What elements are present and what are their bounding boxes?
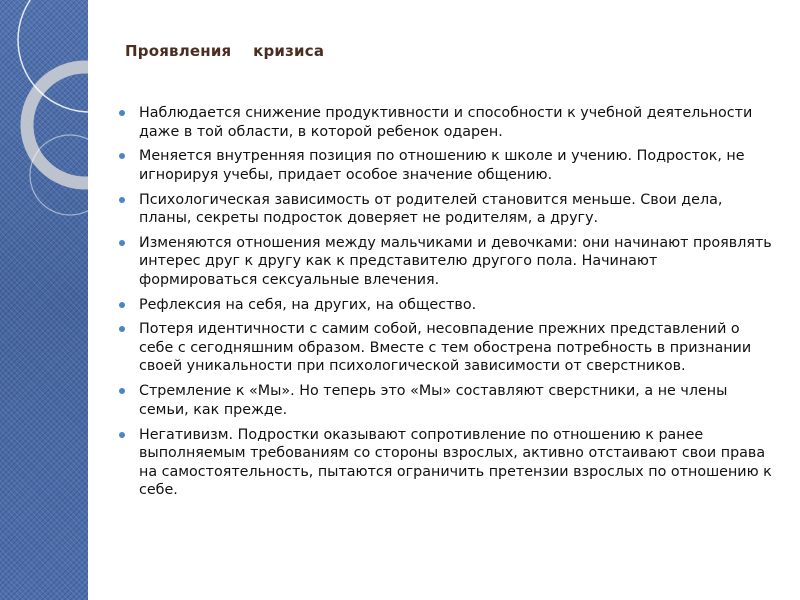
bullet-icon xyxy=(119,388,125,394)
slide-title: Проявления кризиса xyxy=(125,42,325,60)
bullet-icon xyxy=(119,110,125,116)
decorative-rings xyxy=(0,0,88,600)
bullet-icon xyxy=(119,240,125,246)
bullet-icon xyxy=(119,302,125,308)
bullet-text: Негативизм. Подростки оказывают сопротивление по отношению к ранее выполняемым требованиям со стороны взрослых, активно отстаивают свои права на самостоятельность, пытаются ограничить претензии взрослых по отношению к себе. xyxy=(139,426,772,499)
bullet-icon xyxy=(119,326,125,332)
list-item xyxy=(118,320,778,376)
list-item xyxy=(118,191,778,228)
bullet-list xyxy=(118,104,778,506)
bullet-text: Рефлексия на себя, на других, на общество. xyxy=(139,296,477,313)
list-item xyxy=(118,426,778,500)
bullet-text: Меняется внутренняя позиция по отношению к школе и учению. Подросток, не игнорируя учебы, придает особое значение общению. xyxy=(139,148,745,183)
list-item xyxy=(118,296,778,315)
list-item xyxy=(118,147,778,184)
bullet-text: Стремление к «Мы». Но теперь это «Мы» составляют сверстники, а не члены семьи, как прежде. xyxy=(139,383,728,418)
bullet-icon xyxy=(119,153,125,159)
bullet-text: Изменяются отношения между мальчиками и девочками: они начинают проявлять интерес друг к другу как к представителю другого пола. Начинают формироваться сексуальные влечения. xyxy=(139,234,772,288)
decorative-denim-panel xyxy=(0,0,88,600)
list-item xyxy=(118,382,778,419)
bullet-text: Наблюдается снижение продуктивности и способности к учебной деятельности даже в той области, в которой ребенок одарен. xyxy=(139,105,753,140)
bullet-text: Психологическая зависимость от родителей становится меньше. Свои дела, планы, секреты подросток доверяет не родителям, а другу. xyxy=(139,191,723,227)
bullet-icon xyxy=(119,197,125,203)
bullet-text: Потеря идентичности с самим собой, несовпадение прежних представлений о себе с сегодняшним образом. Вместе с тем обострена потребность в признании своей уникальности при психологической зависимости от сверстников. xyxy=(139,321,752,375)
bullet-icon xyxy=(119,432,125,438)
list-item xyxy=(118,104,778,141)
list-item xyxy=(118,234,778,290)
